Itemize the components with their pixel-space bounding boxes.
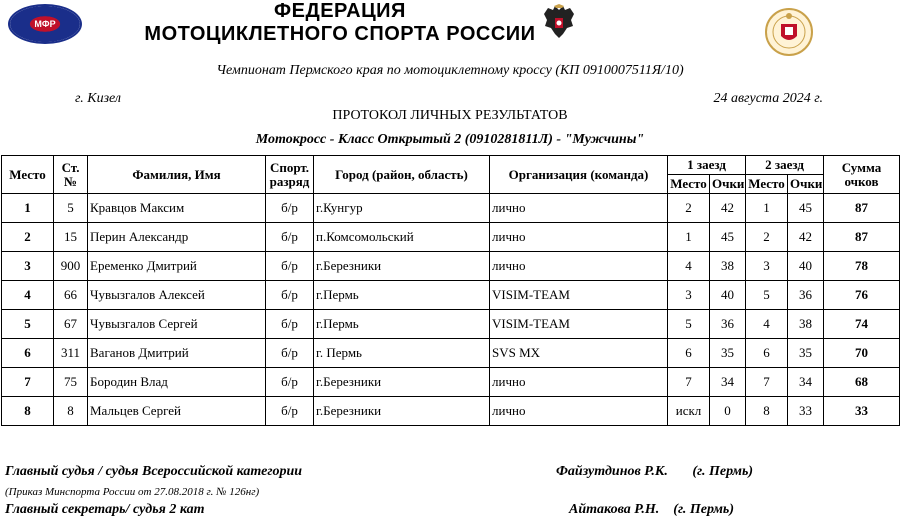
cell-name: Чувызгалов Алексей: [88, 281, 266, 310]
event-date: 24 августа 2024 г.: [713, 91, 823, 106]
table-row: [2, 252, 900, 281]
federation-title-line2: МОТОЦИКЛЕТНОГО СПОРТА РОССИИ: [144, 23, 536, 45]
cell-name: Перин Александр: [88, 223, 266, 252]
secretary-name: Айтакова Р.Н. (г. Пермь): [569, 502, 734, 517]
double-headed-eagle-icon: [542, 4, 576, 42]
cell-race1-points: 45: [710, 223, 746, 252]
header-start-number: Ст. №: [54, 156, 88, 194]
cell-place: 3: [2, 252, 54, 281]
table-row: [2, 339, 900, 368]
cell-race1-points: 38: [710, 252, 746, 281]
header-race1-points: Очки: [710, 175, 746, 194]
header-city: Город (район, область): [314, 156, 490, 194]
cell-total: 78: [824, 252, 900, 281]
cell-race2-points: 36: [788, 281, 824, 310]
cell-city: г.Пермь: [314, 281, 490, 310]
cell-rank: б/р: [266, 397, 314, 426]
cell-race1-place: 7: [668, 368, 710, 397]
cell-start-number: 311: [54, 339, 88, 368]
header-race2-points: Очки: [788, 175, 824, 194]
championship-title: Чемпионат Пермского края по мотоциклетному кроссу (КП 0910007511Я/10): [216, 63, 684, 78]
cell-place: 4: [2, 281, 54, 310]
federation-title-line1: ФЕДЕРАЦИЯ: [274, 0, 406, 22]
header-race1-place: Место: [668, 175, 710, 194]
cell-name: Мальцев Сергей: [88, 397, 266, 426]
cell-total: 87: [824, 194, 900, 223]
federation-logo-left: [8, 4, 82, 44]
table-row: [2, 368, 900, 397]
federation-logo-text: МФР: [34, 19, 56, 29]
cell-organization: лично: [490, 223, 668, 252]
cell-race1-points: 40: [710, 281, 746, 310]
table-row: [2, 310, 900, 339]
cell-total: 33: [824, 397, 900, 426]
cell-start-number: 900: [54, 252, 88, 281]
protocol-title: ПРОТОКОЛ ЛИЧНЫХ РЕЗУЛЬТАТОВ: [332, 108, 568, 123]
cell-place: 8: [2, 397, 54, 426]
cell-city: г.Пермь: [314, 310, 490, 339]
cell-total: 76: [824, 281, 900, 310]
cell-race1-points: 42: [710, 194, 746, 223]
table-row: [2, 223, 900, 252]
cell-rank: б/р: [266, 223, 314, 252]
cell-organization: VISIM-TEAM: [490, 310, 668, 339]
region-emblem-icon: [765, 6, 813, 58]
class-title: Мотокросс - Класс Открытый 2 (0910281811Л) - "Мужчины": [255, 132, 645, 147]
cell-race1-points: 36: [710, 310, 746, 339]
table-row: [2, 397, 900, 426]
cell-race2-points: 33: [788, 397, 824, 426]
cell-organization: лично: [490, 368, 668, 397]
cell-total: 68: [824, 368, 900, 397]
cell-rank: б/р: [266, 310, 314, 339]
cell-race1-points: 0: [710, 397, 746, 426]
cell-start-number: 66: [54, 281, 88, 310]
cell-race2-place: 7: [746, 368, 788, 397]
cell-organization: лично: [490, 252, 668, 281]
cell-place: 5: [2, 310, 54, 339]
cell-race2-place: 3: [746, 252, 788, 281]
results-table: [1, 155, 900, 426]
header-name: Фамилия, Имя: [88, 156, 266, 194]
cell-race2-points: 45: [788, 194, 824, 223]
cell-race1-place: 2: [668, 194, 710, 223]
cell-race1-points: 35: [710, 339, 746, 368]
cell-name: Еременко Дмитрий: [88, 252, 266, 281]
event-city: г. Кизел: [75, 91, 122, 106]
cell-city: п.Комсомольский: [314, 223, 490, 252]
cell-city: г. Пермь: [314, 339, 490, 368]
cell-place: 6: [2, 339, 54, 368]
cell-race2-place: 4: [746, 310, 788, 339]
cell-start-number: 67: [54, 310, 88, 339]
cell-race2-points: 38: [788, 310, 824, 339]
cell-race1-place: 4: [668, 252, 710, 281]
cell-race1-place: 3: [668, 281, 710, 310]
cell-city: г.Кунгур: [314, 194, 490, 223]
cell-place: 2: [2, 223, 54, 252]
cell-rank: б/р: [266, 339, 314, 368]
cell-rank: б/р: [266, 368, 314, 397]
table-row: [2, 281, 900, 310]
cell-total: 74: [824, 310, 900, 339]
cell-race2-place: 6: [746, 339, 788, 368]
chief-judge-name: Файзутдинов Р.К. (г. Пермь): [556, 464, 754, 479]
cell-start-number: 5: [54, 194, 88, 223]
cell-race2-place: 5: [746, 281, 788, 310]
cell-race1-points: 34: [710, 368, 746, 397]
cell-name: Ваганов Дмитрий: [88, 339, 266, 368]
cell-race1-place: 5: [668, 310, 710, 339]
cell-race2-points: 40: [788, 252, 824, 281]
cell-race2-points: 42: [788, 223, 824, 252]
header-race-1: 1 заезд: [668, 156, 746, 175]
cell-race1-place: искл: [668, 397, 710, 426]
cell-race2-place: 2: [746, 223, 788, 252]
cell-start-number: 15: [54, 223, 88, 252]
cell-race2-points: 35: [788, 339, 824, 368]
cell-start-number: 8: [54, 397, 88, 426]
header-organization: Организация (команда): [490, 156, 668, 194]
cell-rank: б/р: [266, 281, 314, 310]
cell-race2-place: 1: [746, 194, 788, 223]
cell-name: Кравцов Максим: [88, 194, 266, 223]
header-total: Сумма очков: [824, 156, 900, 194]
cell-race1-place: 6: [668, 339, 710, 368]
cell-race2-place: 8: [746, 397, 788, 426]
cell-race2-points: 34: [788, 368, 824, 397]
cell-start-number: 75: [54, 368, 88, 397]
cell-city: г.Березники: [314, 252, 490, 281]
cell-organization: SVS MX: [490, 339, 668, 368]
cell-city: г.Березники: [314, 368, 490, 397]
chief-judge-role: Главный судья / судья Всероссийской категории: [5, 464, 303, 479]
cell-organization: лично: [490, 397, 668, 426]
cell-total: 70: [824, 339, 900, 368]
cell-rank: б/р: [266, 194, 314, 223]
cell-name: Чувызгалов Сергей: [88, 310, 266, 339]
federation-title: [100, 0, 580, 46]
cell-place: 7: [2, 368, 54, 397]
cell-name: Бородин Влад: [88, 368, 266, 397]
cell-organization: VISIM-TEAM: [490, 281, 668, 310]
cell-organization: лично: [490, 194, 668, 223]
header-race2-place: Место: [746, 175, 788, 194]
header-rank: Спорт. разряд: [266, 156, 314, 194]
header-race-2: 2 заезд: [746, 156, 824, 175]
cell-city: г.Березники: [314, 397, 490, 426]
cell-place: 1: [2, 194, 54, 223]
cell-total: 87: [824, 223, 900, 252]
order-note: (Приказ Минспорта России от 27.08.2018 г. № 126нг): [5, 486, 260, 498]
cell-race1-place: 1: [668, 223, 710, 252]
cell-rank: б/р: [266, 252, 314, 281]
secretary-role: Главный секретарь/ судья 2 кат: [5, 502, 205, 517]
table-row: [2, 194, 900, 223]
header-place: Место: [2, 156, 54, 194]
